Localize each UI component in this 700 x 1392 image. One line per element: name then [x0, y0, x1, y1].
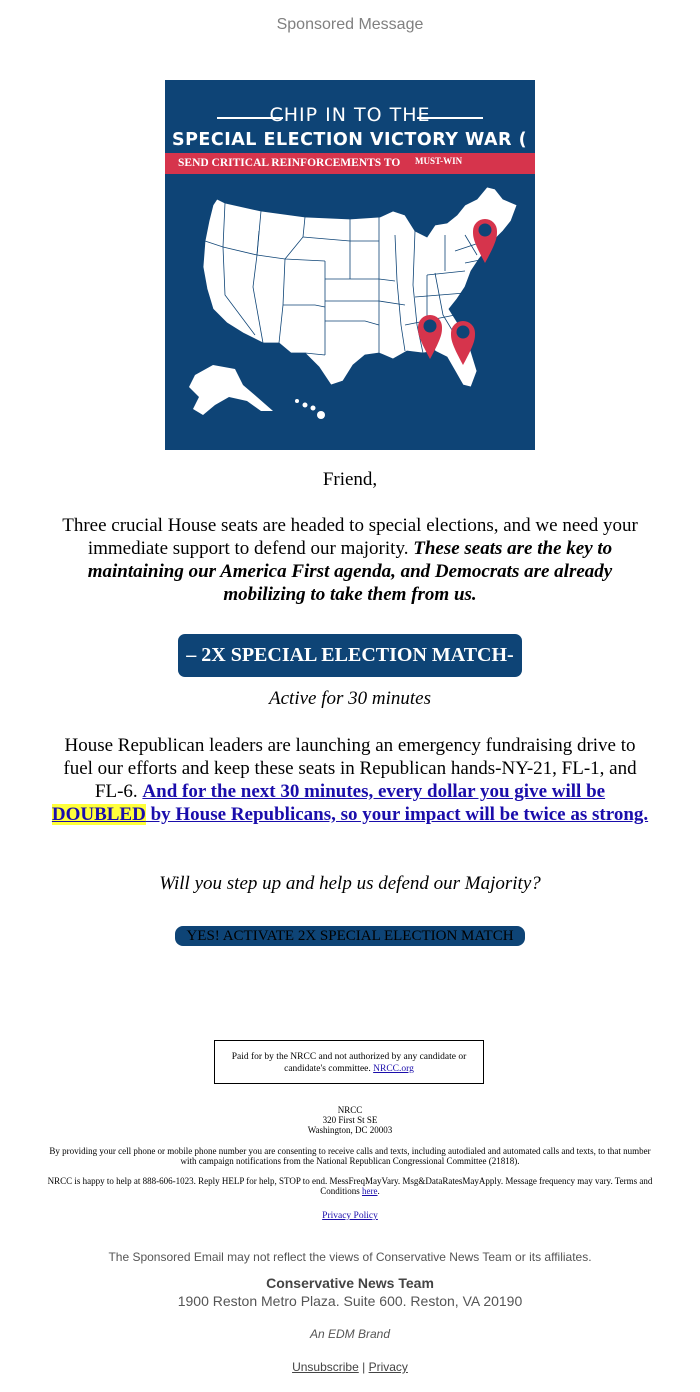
nrcc-city: Washington, DC 20003: [307, 1125, 393, 1135]
brand-label: An EDM Brand: [309, 1327, 391, 1341]
hero-title-line2: SPECIAL ELECTION VICTORY WAR (: [172, 130, 528, 150]
sponsor-disclaimer: The Sponsored Email may not reflect the views of Conservative News Team or its affiliates.: [108, 1250, 592, 1264]
paid-for-text: Paid for by the NRCC and not authorized by any candidate or candidate's committee.: [231, 1052, 467, 1074]
doubled-donation-link[interactable]: [52, 781, 648, 825]
unsubscribe-link[interactable]: Unsubscribe: [292, 1360, 359, 1374]
us-mainland-shape: [203, 187, 517, 387]
body-text: House Republican leaders are launching an emergency fundraising drive to fuel our efforts and keep these seats in Republican hands-NY-21, FL-1, and FL-6.: [63, 735, 637, 802]
active-timer-text: Active for 30 minutes: [269, 688, 431, 709]
alaska-shape: [189, 365, 273, 415]
link-part2: by House Republicans, so your impact will be twice as strong.: [145, 804, 649, 825]
greeting: Friend,: [322, 469, 378, 490]
match-button[interactable]: – 2X SPECIAL ELECTION MATCH-: [178, 634, 522, 677]
question-text: Will you step up and help us defend our Majority?: [159, 873, 541, 894]
intro-emphasis: These seats are the key to maintaining our America First agenda, and Democrats are already mobilizing to take them from us.: [87, 538, 613, 605]
help-text: [45, 1176, 655, 1196]
nrcc-link[interactable]: NRCC.org: [373, 1064, 414, 1074]
footer-links: [0, 1360, 700, 1374]
hero-band-text: SEND CRITICAL REINFORCEMENTS TO: [178, 157, 401, 169]
intro-paragraph: [50, 514, 650, 606]
hero-band-sup: MUST-WIN: [415, 156, 463, 166]
footer-separator: |: [362, 1360, 366, 1374]
activate-match-button[interactable]: YES! ACTIVATE 2X SPECIAL ELECTION MATCH: [175, 926, 525, 946]
nrcc-name: NRCC: [337, 1105, 363, 1115]
sender-name: Conservative News Team: [266, 1275, 434, 1291]
hawaii-islands: [295, 399, 325, 419]
paid-for-box: [214, 1040, 484, 1084]
privacy-link[interactable]: Privacy: [368, 1360, 408, 1374]
consent-text: By providing your cell phone or mobile phone number you are consenting to receive calls and texts, including autodialed and automated calls and texts, to that number with campaign notifications from the National Republican Congressional Committee (21818).: [49, 1146, 651, 1166]
hero-banner-image[interactable]: [165, 80, 535, 450]
sponsored-label: Sponsored Message: [276, 16, 424, 33]
link-part1: And for the next 30 minutes, every dollar you give will be: [142, 781, 606, 802]
body-paragraph: [50, 734, 650, 826]
hero-title-line1: CHIP IN TO THE: [269, 104, 431, 126]
nrcc-street: 320 First St SE: [322, 1115, 378, 1125]
intro-text: Three crucial House seats are headed to special elections, and we need your immediate support to defend our majority.: [62, 515, 638, 559]
help-body: NRCC is happy to help at 888-606-1023. Reply HELP for help, STOP to end. MessFreqMayVary. Msg&DataRatesMayApply. Message frequency may vary. Terms and Conditions: [47, 1176, 653, 1196]
terms-link[interactable]: here: [362, 1186, 378, 1196]
link-highlight: DOUBLED: [51, 804, 146, 825]
help-end: .: [377, 1186, 380, 1196]
privacy-policy-link[interactable]: Privacy Policy: [322, 1211, 378, 1221]
us-map-icon: [165, 175, 535, 450]
sender-address: 1900 Reston Metro Plaza. Suite 600. Reston, VA 20190: [177, 1293, 523, 1309]
nrcc-address: [0, 1105, 700, 1135]
